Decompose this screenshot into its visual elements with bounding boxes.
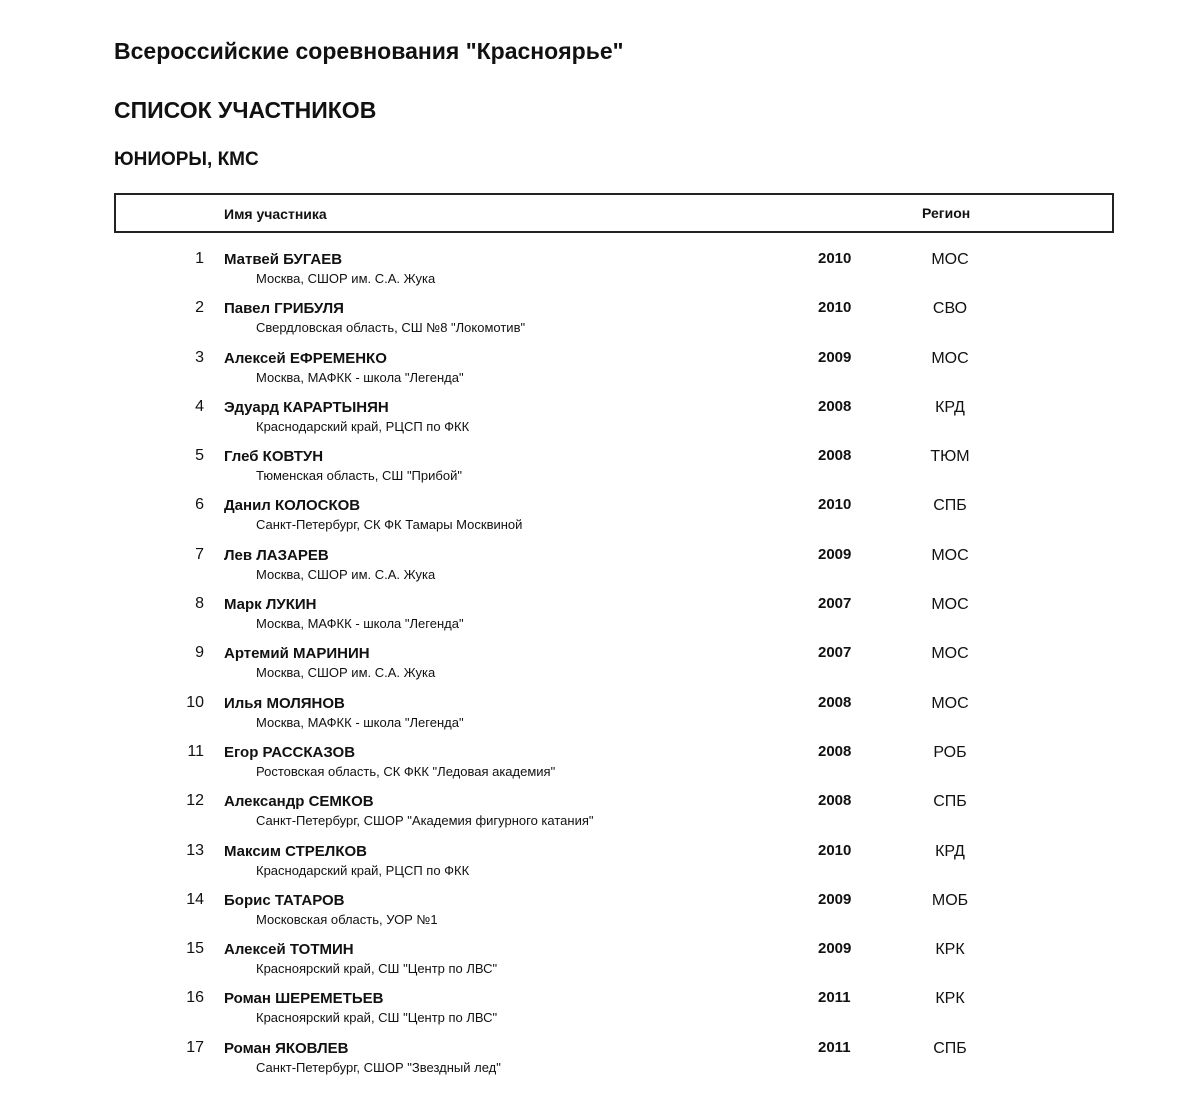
region-code: МОС (931, 251, 969, 268)
row-number: 12 (186, 792, 204, 810)
table-row (0, 396, 1200, 445)
participant-club: Санкт-Петербург, СК ФК Тамары Москвиной (256, 517, 523, 533)
participant-club: Санкт-Петербург, СШОР "Звездный лед" (256, 1059, 501, 1075)
participant-name: Данил КОЛОСКОВ (224, 497, 361, 515)
birth-year: 2009 (818, 348, 852, 366)
participant-club: Москва, МАФКК - школа "Легенда" (256, 714, 464, 730)
row-number: 9 (195, 644, 204, 662)
participant-club: Москва, СШОР им. С.А. Жука (256, 566, 436, 582)
row-number: 17 (186, 1038, 204, 1056)
row-number: 14 (186, 890, 204, 908)
participant-name: Павел ГРИБУЛЯ (224, 300, 344, 318)
table-row (0, 642, 1200, 691)
participant-club: Краснодарский край, РЦСП по ФКК (256, 862, 470, 878)
birth-year: 2008 (818, 742, 852, 760)
participant-club: Свердловская область, СШ №8 "Локомотив" (256, 320, 526, 336)
participant-name: Егор РАССКАЗОВ (224, 743, 356, 761)
table-row (0, 297, 1200, 346)
table-row (0, 987, 1200, 1036)
birth-year: 2008 (818, 447, 852, 465)
table-row (0, 790, 1200, 839)
region-code: СПБ (933, 793, 967, 811)
region-code: МОС (931, 349, 969, 367)
table-row (0, 494, 1200, 543)
region-code: СПБ (933, 497, 967, 515)
participant-club: Красноярский край, СШ "Центр по ЛВС" (256, 961, 498, 977)
row-number: 1 (195, 250, 204, 267)
row-number: 5 (195, 447, 204, 465)
table-row (0, 938, 1200, 987)
region-code: СВО (932, 300, 968, 318)
region-code: СПБ (933, 1039, 967, 1057)
participant-club: Красноярский край, СШ "Центр по ЛВС" (256, 1010, 498, 1026)
participant-name: Максим СТРЕЛКОВ (224, 842, 367, 860)
row-number: 11 (187, 742, 204, 760)
participant-name: Илья МОЛЯНОВ (224, 694, 345, 712)
table-row (0, 889, 1200, 938)
birth-year: 2008 (818, 693, 852, 711)
region-code: РОБ (933, 743, 967, 761)
participant-club: Санкт-Петербург, СШОР "Академия фигурного катания" (256, 813, 594, 829)
participant-club: Москва, СШОР им. С.А. Жука (256, 665, 436, 681)
row-number: 6 (195, 496, 204, 514)
region-code: МОС (931, 546, 969, 564)
participant-name: Матвей БУГАЕВ (224, 251, 343, 268)
birth-year: 2010 (818, 496, 852, 514)
table-header (114, 193, 1114, 233)
row-number: 7 (195, 545, 204, 563)
document-subtitle: СПИСОК УЧАСТНИКОВ (114, 97, 377, 123)
participant-name: Лев ЛАЗАРЕВ (224, 546, 329, 564)
birth-year: 2010 (818, 250, 852, 267)
birth-year: 2008 (818, 397, 852, 415)
table-row (0, 741, 1200, 790)
table-row (0, 544, 1200, 593)
document-title: Всероссийские соревнования "Краснoярье" (114, 38, 624, 64)
header-region-column: Регион (922, 205, 971, 221)
participant-name: Глеб КОВТУН (224, 448, 324, 466)
table-row (0, 692, 1200, 741)
row-number: 4 (195, 397, 204, 415)
participant-club: Ростовская область, СК ФКК "Ледовая академия" (256, 763, 556, 779)
region-code: МОС (931, 596, 969, 614)
row-number: 3 (195, 348, 204, 366)
region-code: КРД (935, 842, 965, 860)
region-code: МОБ (931, 891, 969, 909)
table-row (0, 593, 1200, 642)
row-number: 16 (186, 989, 204, 1007)
table-row (0, 1037, 1200, 1086)
birth-year: 2011 (818, 1038, 851, 1056)
participant-name: Эдуард КАРАРТЫНЯН (224, 398, 389, 416)
row-number: 10 (186, 693, 204, 711)
participants-list (0, 248, 1200, 1086)
row-number: 2 (195, 299, 204, 317)
participant-club: Московская область, УОР №1 (256, 911, 438, 927)
participant-name: Александр СЕМКОВ (224, 793, 374, 811)
birth-year: 2010 (818, 841, 852, 859)
participant-name: Борис ТАТАРОВ (224, 891, 345, 909)
birth-year: 2007 (818, 644, 852, 662)
participant-club: Москва, МАФКК - школа "Легенда" (256, 616, 464, 632)
participant-name: Марк ЛУКИН (224, 596, 317, 614)
region-code: КРК (935, 990, 965, 1008)
region-code: КРД (935, 398, 965, 416)
region-code: ТЮМ (930, 448, 970, 466)
header-name-column: Имя участника (224, 206, 327, 222)
region-code: КРК (935, 941, 965, 959)
birth-year: 2009 (818, 890, 852, 908)
region-code: МОС (931, 645, 969, 663)
row-number: 8 (195, 595, 204, 613)
table-row (0, 445, 1200, 494)
participant-name: Алексей ЕФРЕМЕНКО (224, 349, 387, 367)
row-number: 13 (186, 841, 204, 859)
region-code: МОС (931, 694, 969, 712)
participant-club: Москва, СШОР им. С.А. Жука (256, 271, 436, 286)
participant-name: Артемий МАРИНИН (224, 645, 370, 663)
participant-club: Москва, МАФКК - школа "Легенда" (256, 369, 464, 385)
category-heading: ЮНИОРЫ, КМС (114, 149, 259, 170)
table-row (0, 347, 1200, 396)
birth-year: 2010 (818, 299, 852, 317)
birth-year: 2011 (818, 989, 851, 1007)
table-row (0, 248, 1200, 297)
participant-name: Роман ЯКОВЛЕВ (224, 1039, 349, 1057)
participant-name: Роман ШЕРЕМЕТЬЕВ (224, 990, 384, 1008)
birth-year: 2009 (818, 940, 852, 958)
participant-club: Тюменская область, СШ "Прибой" (256, 468, 462, 484)
birth-year: 2007 (818, 595, 852, 613)
participant-name: Алексей ТОТМИН (224, 941, 354, 959)
birth-year: 2008 (818, 792, 852, 810)
participant-club: Краснодарский край, РЦСП по ФКК (256, 418, 470, 434)
table-row (0, 840, 1200, 889)
birth-year: 2009 (818, 545, 852, 563)
row-number: 15 (186, 940, 204, 958)
